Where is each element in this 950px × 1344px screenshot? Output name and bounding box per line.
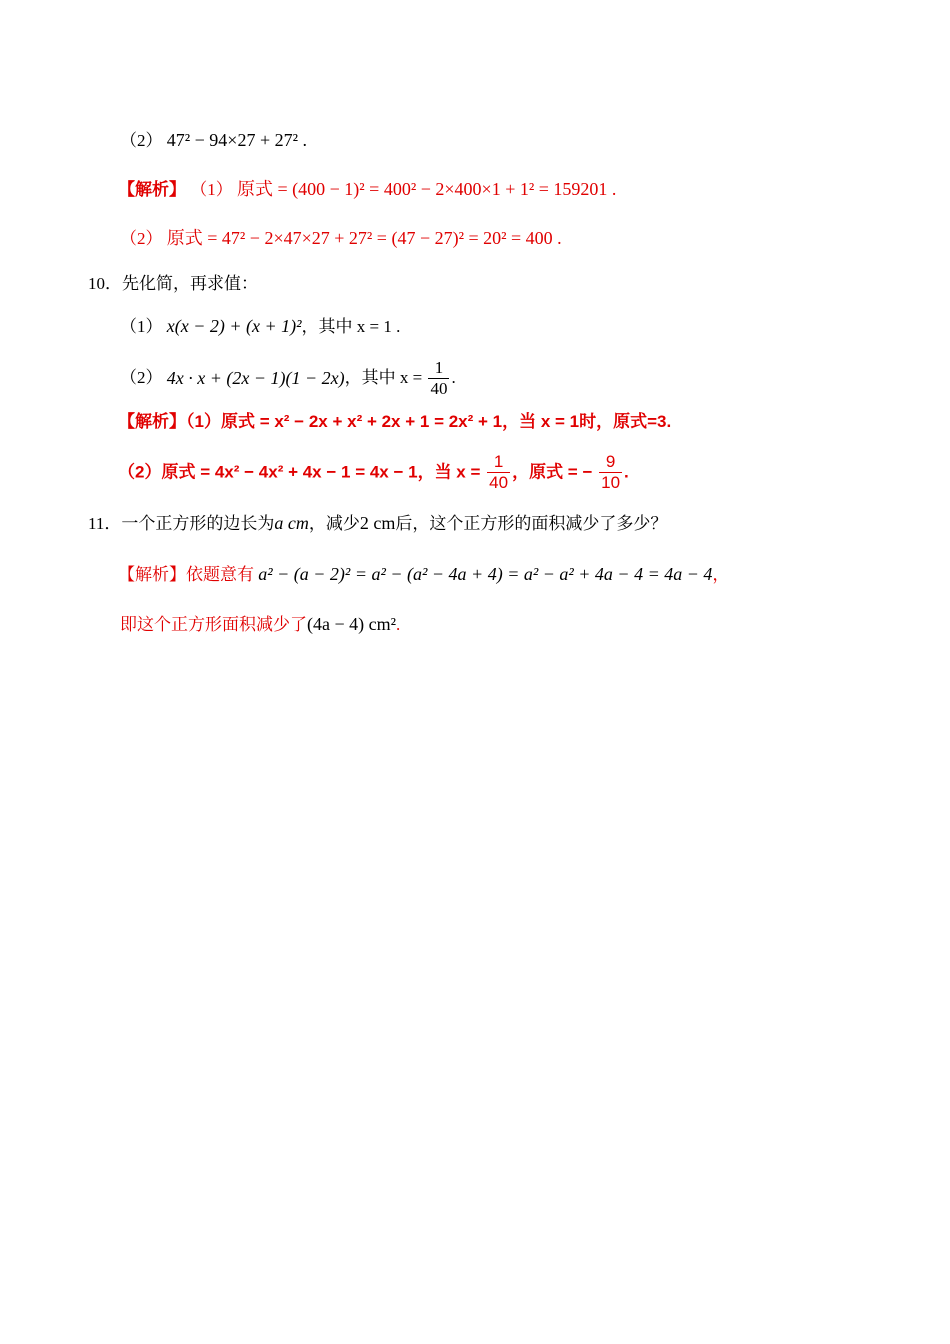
q11-solution-expression-2: (4a − 4) cm² xyxy=(307,614,397,634)
q10-part2 xyxy=(120,355,456,400)
q10-prompt: 先化简，再求值： xyxy=(122,274,258,293)
q9-solution-part2-text: 原式 = 47² − 2×47×27 + 27² = (47 − 27)² = 20² = 400 . xyxy=(166,228,562,248)
q10-solution-part1 xyxy=(118,409,671,435)
q10-solution-part2 xyxy=(118,449,629,496)
q9-part2-expression: 47² − 94×27 + 27² . xyxy=(166,130,307,150)
q10-solution-part2-mid: ，原式 = − xyxy=(512,462,593,482)
q11-number: 11． xyxy=(88,514,122,533)
q10-solution-part2-end: . xyxy=(624,462,629,482)
q10-part1 xyxy=(120,313,400,340)
fraction-denominator: 40 xyxy=(430,378,448,398)
q11-prompt-math-1: a cm xyxy=(274,513,309,533)
q9-solution-part1 xyxy=(118,176,616,203)
q10-solution-fraction-1 xyxy=(487,452,510,493)
q11-prompt-math-2: 2 cm xyxy=(359,513,396,533)
fraction-denominator: 10 xyxy=(601,473,621,493)
q10-part1-condition: ，其中 x = 1 . xyxy=(301,317,401,336)
q11-solution-line2 xyxy=(120,611,400,638)
q10-part2-fraction xyxy=(428,358,449,399)
q10-part1-label: （1） xyxy=(120,317,163,336)
q10-part2-end: . xyxy=(451,368,456,388)
solution-tag: 【解析】 xyxy=(118,565,186,584)
q10-part2-condition: ，其中 x = xyxy=(344,368,423,388)
q11-prompt-a: 一个正方形的边长为 xyxy=(121,514,275,533)
q10-heading xyxy=(88,271,258,297)
q9-part2-label: （2） xyxy=(120,131,163,150)
q10-solution-part1-label: （1） xyxy=(186,412,221,431)
q10-number: 10． xyxy=(88,274,122,293)
q10-part2-label: （2） xyxy=(120,368,163,388)
q9-solution-part1-label: （1） xyxy=(190,180,233,199)
fraction-numerator: 1 xyxy=(487,452,510,473)
q9-solution-part2 xyxy=(120,225,562,252)
q9-solution-part1-text: 原式 = (400 − 1)² = 400² − 2×400×1 + 1² = 159201 . xyxy=(237,179,617,199)
q10-solution-part1-text: 原式 = x² − 2x + x² + 2x + 1 = 2x² + 1，当 x = 1时，原式=3. xyxy=(220,412,672,431)
q11-solution-line1 xyxy=(118,561,729,588)
q9-part2 xyxy=(120,127,307,154)
q10-part2-expression: 4x · x + (2x − 1)(1 − 2x) xyxy=(166,368,345,389)
q11-heading xyxy=(88,510,667,537)
q10-solution-part2-text: 原式 = 4x² − 4x² + 4x − 1 = 4x − 1，当 x = xyxy=(161,462,481,482)
q11-solution-text1: 依题意有 xyxy=(186,565,254,584)
q11-solution-text2: 即这个正方形面积减少了 xyxy=(120,615,307,634)
q10-solution-fraction-2 xyxy=(599,452,622,493)
q11-solution-end1: ， xyxy=(712,565,730,584)
fraction-numerator: 9 xyxy=(599,452,622,473)
solution-tag: 【解析】 xyxy=(118,180,186,199)
q9-solution-part2-label: （2） xyxy=(120,229,163,248)
q11-prompt-c: 后，这个正方形的面积减少了多少？ xyxy=(395,514,668,533)
solution-tag: 【解析】 xyxy=(118,412,186,431)
fraction-denominator: 40 xyxy=(489,473,509,493)
q11-solution-end2: . xyxy=(396,615,401,634)
q10-part1-expression: x(x − 2) + (x + 1)² xyxy=(166,316,302,336)
q11-solution-expression-1: a² − (a − 2)² = a² − (a² − 4a + 4) = a² − a² + 4a − 4 = 4a − 4 xyxy=(258,564,713,584)
q10-solution-part2-label: （2） xyxy=(118,462,162,482)
fraction-numerator: 1 xyxy=(428,358,449,379)
q11-prompt-b: ，减少 xyxy=(308,514,360,533)
